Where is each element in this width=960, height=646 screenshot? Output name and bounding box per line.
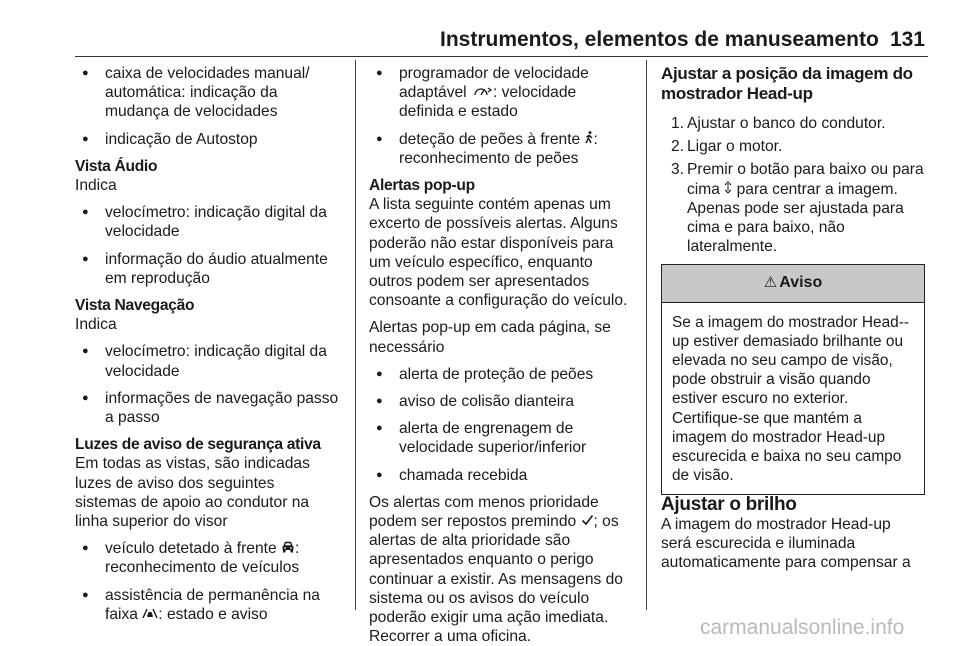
brightness-heading: Ajustar o brilho (661, 494, 797, 516)
navigation-view-list (75, 342, 339, 427)
column-3 (661, 64, 925, 572)
popup-alerts-heading: Alertas pop-up (369, 177, 475, 195)
list-item: ● alerta de engrenagem de velocidade superior/inferior (369, 419, 635, 457)
pedestrian-icon (585, 130, 594, 149)
column-divider-1 (355, 60, 356, 610)
list-item: ● velocímetro: indicação digital da velocidade (75, 203, 339, 241)
safety-warning-text: Em todas as vistas, são indicadas luzes de aviso dos seguintes sistemas de apoio ao condutor na linha superior do visor (75, 455, 310, 531)
warning-triangle-icon: ⚠ (763, 274, 778, 292)
car-front-icon (281, 539, 295, 558)
list-item: ● veículo detetado à frente : reconhecimento de veículos (75, 539, 339, 577)
list-item: 1. Ajustar o banco do condutor. (671, 115, 886, 132)
hud-position-steps (661, 114, 925, 256)
top-bullet-list (75, 64, 339, 149)
popup-alerts-list (369, 365, 635, 485)
safety-warning-list (75, 539, 339, 624)
list-item: ● velocímetro: indicação digital da velocidade (75, 342, 339, 380)
navigation-view-heading: Vista Navegação (75, 297, 195, 315)
list-item: ● alerta de proteção de peões (369, 365, 635, 384)
warning-box (661, 264, 925, 495)
warning-box-header (662, 265, 924, 302)
watermark: carmanualsonline.info (700, 616, 905, 639)
header-rule (75, 56, 928, 57)
audio-view-list (75, 203, 339, 288)
list-item: ● deteção de peões à frente : reconhecimento de peões (369, 130, 635, 168)
popup-alerts-closing: Os alertas com menos prioridade podem ser repostos premindo ; os alertas de alta prioridade são apresentados enquanto o perigo continuar a existir. As mensagens do sistema ou os avisos do veículo poderão exigir uma ação imediata. Recorrer a uma oficina. (369, 493, 623, 646)
safety-warning-heading: Luzes de aviso de segurança ativa (75, 436, 321, 454)
list-item: ● programador de velocidade adaptável : velocidade definida e estado (369, 64, 635, 122)
list-item: ● indicação de Autostop (75, 130, 339, 149)
list-item: ● informações de navegação passo a passo (75, 389, 339, 427)
list-item: ● aviso de colisão dianteira (369, 392, 635, 411)
audio-view-heading: Vista Áudio (75, 157, 158, 175)
lane-keep-icon (142, 605, 158, 624)
page-header-title: Instrumentos, elementos de manuseamento (440, 28, 879, 51)
checkmark-icon (581, 512, 594, 531)
audio-view-intro: Indica (75, 177, 117, 195)
warning-text: Se a imagem do mostrador Head--up estiver demasiado brilhante ou elevada no seu campo de visão, pode obstruir a visão quando estiver escuro no exterior. Certifique-se que mantém a imagem do mostrador Head-up escurecida e baixa no seu campo de visão. (672, 313, 909, 485)
list-item: ● chamada recebida (369, 466, 635, 485)
column-2 (369, 64, 635, 646)
navigation-view-intro: Indica (75, 316, 117, 334)
popup-alerts-text-2: Alertas pop-up em cada página, se necessário (369, 319, 611, 356)
column-1 (75, 64, 339, 632)
adaptive-cruise-icon (471, 83, 493, 102)
warning-title: Aviso (779, 274, 823, 292)
popup-alerts-text: A lista seguinte contém apenas um excerto de possíveis alertas. Alguns poderão não estar disponíveis para um veículo específico, enquanto outros podem ser apresentados consoante a configuração do veículo. (369, 196, 628, 310)
brightness-text: A imagem do mostrador Head-up será escurecida e iluminada automaticamente para compensar a (661, 515, 911, 572)
list-item: ● informação do áudio atualmente em reprodução (75, 250, 339, 288)
list-item: ● assistência de permanência na faixa : estado e aviso (75, 586, 339, 624)
list-item: ● caixa de velocidades manual/ automática: indicação da mudança de velocidades (75, 64, 339, 122)
column-divider-2 (646, 60, 647, 610)
list-item: 3. Premir o botão para baixo ou para cima para centrar a imagem. Apenas pode ser ajustada para cima e para baixo, não lateralmente. (671, 161, 924, 256)
display-list-continued (369, 64, 635, 168)
page-number: 131 (889, 28, 925, 51)
hud-position-heading: Ajustar a posição da imagem do mostrador Head-up (661, 64, 913, 103)
list-item: 2. Ligar o motor. (671, 138, 783, 156)
